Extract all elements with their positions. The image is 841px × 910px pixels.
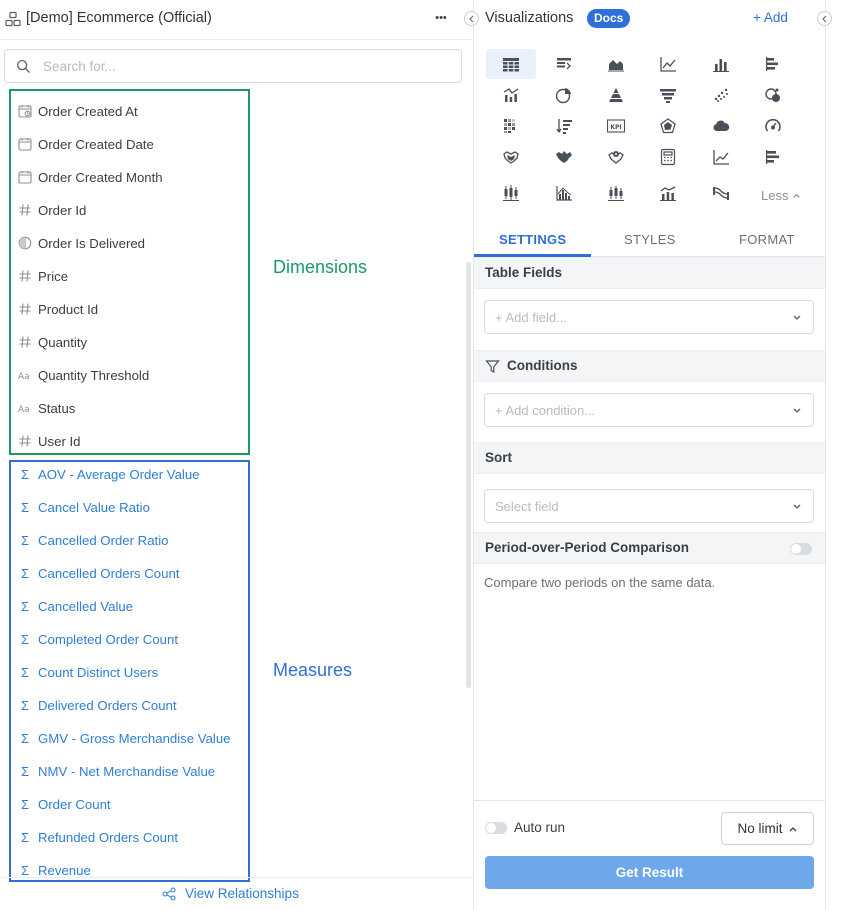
radar-chart-viz-icon	[659, 117, 677, 135]
field-label: Order Created Date	[38, 136, 154, 152]
search-input[interactable]	[43, 56, 443, 76]
area-chart-viz-icon	[607, 55, 625, 73]
toggle-viz-list-button[interactable]	[761, 188, 801, 203]
viz-type-histogram[interactable]	[539, 178, 589, 208]
dimension-field[interactable]	[18, 397, 75, 419]
measure-field[interactable]	[18, 529, 168, 551]
collapse-right-panel-button[interactable]	[817, 11, 832, 26]
viz-type-scatter[interactable]	[696, 80, 746, 110]
dimension-field[interactable]	[18, 133, 154, 155]
chevron-down-icon	[792, 406, 802, 416]
relationship-icon	[162, 887, 176, 901]
chevron-up-icon	[792, 191, 801, 200]
pivot-table-viz-icon	[555, 55, 573, 73]
row-limit-label: No limit	[737, 821, 783, 836]
field-label: Product Id	[38, 301, 99, 317]
field-label: Delivered Orders Count	[38, 697, 177, 713]
measure-field[interactable]	[18, 694, 177, 716]
svg-text:Aa: Aa	[18, 372, 30, 382]
sigma-icon: Σ	[20, 598, 30, 614]
dataset-model-icon	[5, 11, 21, 27]
chevron-up-icon	[788, 824, 798, 834]
datetime-icon	[18, 104, 32, 118]
field-label: Status	[38, 400, 76, 416]
tab-settings[interactable]: SETTINGS	[499, 232, 567, 247]
viz-type-radar[interactable]	[643, 111, 693, 141]
viz-type-column[interactable]	[696, 49, 746, 79]
table-fields-section-header	[474, 257, 825, 289]
viz-type-heatmap[interactable]	[486, 111, 536, 141]
field-label: Order Created Month	[38, 169, 163, 185]
sigma-icon: Σ	[20, 730, 30, 746]
sigma-icon: Σ	[20, 631, 30, 647]
field-label: Completed Order Count	[38, 631, 179, 647]
field-label: Price	[38, 268, 69, 284]
waterfall-chart-viz-icon	[555, 117, 573, 135]
dimension-field[interactable]	[18, 199, 86, 221]
hash-icon	[18, 335, 32, 349]
point-map-viz-icon	[607, 148, 625, 166]
filled-map-viz-icon	[555, 148, 573, 166]
kpi-icon-text: KPI	[610, 124, 622, 131]
viz-type-candlestick[interactable]	[591, 178, 641, 208]
trend-line-viz-icon	[712, 148, 730, 166]
measure-field[interactable]	[18, 496, 150, 518]
measure-field[interactable]	[18, 595, 133, 617]
viz-type-metric-column[interactable]	[643, 178, 693, 208]
dataset-title: [Demo] Ecommerce (Official)	[26, 10, 212, 26]
viz-type-pie[interactable]	[539, 80, 589, 110]
viz-type-funnel[interactable]	[643, 80, 693, 110]
sigma-icon: Σ	[20, 499, 30, 515]
viz-type-pivot-table[interactable]	[539, 49, 589, 79]
docs-badge[interactable]: Docs	[587, 9, 630, 28]
funnel-chart-viz-icon	[659, 86, 677, 104]
viz-type-waterfall[interactable]	[539, 111, 589, 141]
viz-type-boxplot[interactable]	[486, 178, 536, 208]
bar-chart-viz-icon	[764, 55, 782, 73]
kpi-metric-viz-icon	[607, 117, 625, 135]
dimension-field[interactable]	[18, 298, 98, 320]
viz-type-map[interactable]	[486, 142, 536, 172]
viz-type-pyramid[interactable]	[591, 80, 641, 110]
search-icon	[16, 59, 31, 74]
add-condition-placeholder: + Add condition...	[495, 403, 596, 418]
field-search-box	[4, 49, 462, 83]
sankey-viz-icon	[712, 184, 730, 202]
field-label: Order Count	[38, 796, 111, 812]
sort-section-header	[474, 442, 825, 474]
add-visualization-button[interactable]: + Add	[753, 10, 788, 25]
auto-run-label: Auto run	[514, 820, 566, 835]
metric-column-viz-icon	[659, 184, 677, 202]
viz-type-pivot-calc[interactable]	[643, 142, 693, 172]
field-label: Cancel Value Ratio	[38, 499, 150, 515]
viz-type-filled-map[interactable]	[539, 142, 589, 172]
dimension-field[interactable]	[18, 166, 163, 188]
sort-placeholder: Select field	[495, 499, 559, 514]
visualizations-title: Visualizations	[485, 10, 574, 26]
measure-field[interactable]	[18, 760, 215, 782]
measure-field[interactable]	[18, 826, 178, 848]
field-label: Quantity	[38, 334, 88, 350]
viz-type-table[interactable]	[486, 49, 536, 79]
sigma-icon: Σ	[20, 796, 30, 812]
hash-icon	[18, 434, 32, 448]
hash-icon	[18, 302, 32, 316]
field-label: Order Created At	[38, 103, 138, 119]
more-icon: •••	[435, 12, 447, 24]
sigma-icon: Σ	[20, 829, 30, 845]
conditions-section-header	[474, 350, 825, 382]
measure-field[interactable]	[18, 661, 158, 683]
pie-chart-viz-icon	[555, 86, 573, 104]
sort-title: Sort	[485, 450, 512, 465]
sigma-icon: Σ	[20, 664, 30, 680]
boxplot-viz-icon	[502, 184, 520, 202]
viz-type-gauge[interactable]	[748, 111, 798, 141]
column-chart-viz-icon	[712, 55, 730, 73]
field-label: Revenue	[38, 862, 91, 878]
text-icon	[18, 368, 32, 382]
tab-format[interactable]: FORMAT	[739, 232, 795, 247]
map-viz-icon	[502, 148, 520, 166]
more-options-button[interactable]	[430, 8, 452, 28]
hash-icon	[18, 269, 32, 283]
sigma-icon: Σ	[20, 565, 30, 581]
pop-toggle[interactable]	[790, 543, 812, 555]
auto-run-toggle[interactable]	[485, 822, 507, 834]
chevron-down-icon	[792, 313, 802, 323]
sigma-icon: Σ	[20, 532, 30, 548]
view-relationships-link[interactable]	[162, 886, 299, 901]
add-condition-dropdown[interactable]	[484, 393, 814, 427]
field-label: GMV - Gross Merchandise Value	[38, 730, 231, 746]
row-limit-select[interactable]	[721, 812, 814, 845]
field-label: Cancelled Order Ratio	[38, 532, 169, 548]
viz-type-point-map[interactable]	[591, 142, 641, 172]
viz-type-bar[interactable]	[748, 49, 798, 79]
candlestick-viz-icon	[607, 184, 625, 202]
pyramid-chart-viz-icon	[607, 86, 625, 104]
heatmap-viz-icon	[502, 117, 520, 135]
filter-icon	[485, 359, 500, 374]
field-label: Order Is Delivered	[38, 235, 146, 251]
chevron-down-icon	[792, 502, 802, 512]
scatter-chart-viz-icon	[712, 86, 730, 104]
field-label: NMV - Net Merchandise Value	[38, 763, 216, 779]
sort-field-select[interactable]	[484, 489, 814, 523]
get-result-button[interactable]: Get Result	[485, 856, 814, 889]
field-label: User Id	[38, 433, 81, 449]
right-edge-bar	[825, 0, 841, 910]
field-label: Order Id	[38, 202, 87, 218]
field-label: Cancelled Value	[38, 598, 134, 614]
add-field-dropdown[interactable]	[484, 300, 814, 334]
table-fields-title: Table Fields	[485, 265, 563, 280]
gauge-chart-viz-icon	[764, 117, 782, 135]
boolean-icon	[18, 236, 32, 250]
chevron-left-icon	[821, 15, 829, 23]
view-relationships-label: View Relationships	[185, 886, 299, 901]
dimension-field[interactable]	[18, 364, 149, 386]
tab-styles[interactable]: STYLES	[624, 232, 676, 247]
field-label: Count Distinct Users	[38, 664, 159, 680]
dimension-field[interactable]	[18, 331, 87, 353]
line-chart-viz-icon	[659, 55, 677, 73]
viz-type-area[interactable]	[591, 49, 641, 79]
measure-field[interactable]	[18, 628, 178, 650]
measure-field[interactable]	[18, 562, 179, 584]
sigma-icon: Σ	[20, 862, 30, 878]
text-icon	[18, 401, 32, 415]
measures-annotation-label: Measures	[273, 660, 353, 680]
dimension-field[interactable]	[18, 430, 81, 452]
field-list-scrollbar[interactable]	[466, 262, 471, 688]
histogram-viz-icon	[555, 184, 573, 202]
add-field-placeholder: + Add field...	[495, 310, 567, 325]
dimensions-annotation-label: Dimensions	[273, 257, 368, 277]
range-bar-viz-icon	[764, 148, 782, 166]
field-label: Quantity Threshold	[38, 367, 150, 383]
viz-type-kpi[interactable]	[591, 111, 641, 141]
table-viz-icon	[502, 55, 520, 73]
viz-type-range-bar[interactable]	[748, 142, 798, 172]
viz-type-bubble[interactable]	[748, 80, 798, 110]
dimension-field[interactable]	[18, 100, 138, 122]
hash-icon	[18, 203, 32, 217]
pop-title: Period-over-Period Comparison	[485, 540, 690, 555]
viz-type-trend-line[interactable]	[696, 142, 746, 172]
dimension-field[interactable]	[18, 232, 145, 254]
sigma-icon: Σ	[20, 763, 30, 779]
svg-text:Aa: Aa	[18, 405, 30, 415]
pivot-calc-viz-icon	[659, 148, 677, 166]
calendar-icon	[18, 170, 32, 184]
field-label: Refunded Orders Count	[38, 829, 179, 845]
less-label: Less	[761, 188, 789, 203]
pop-description: Compare two periods on the same data.	[484, 575, 716, 590]
bubble-chart-viz-icon	[764, 86, 782, 104]
measure-field[interactable]	[18, 793, 111, 815]
combination-chart-viz-icon	[502, 86, 520, 104]
conditions-title: Conditions	[507, 358, 578, 373]
measure-field[interactable]	[18, 727, 231, 749]
sigma-icon: Σ	[20, 697, 30, 713]
viz-type-line[interactable]	[643, 49, 693, 79]
field-label: AOV - Average Order Value	[38, 466, 200, 482]
field-label: Cancelled Orders Count	[38, 565, 180, 581]
calendar-icon	[18, 137, 32, 151]
pop-section-header	[474, 532, 825, 564]
viz-type-word-cloud[interactable]	[696, 111, 746, 141]
measure-field[interactable]	[18, 463, 200, 485]
viz-type-combination[interactable]	[486, 80, 536, 110]
word-cloud-viz-icon	[712, 117, 730, 135]
viz-type-sankey[interactable]	[696, 178, 746, 208]
dimension-field[interactable]	[18, 265, 68, 287]
sigma-icon: Σ	[20, 466, 30, 482]
